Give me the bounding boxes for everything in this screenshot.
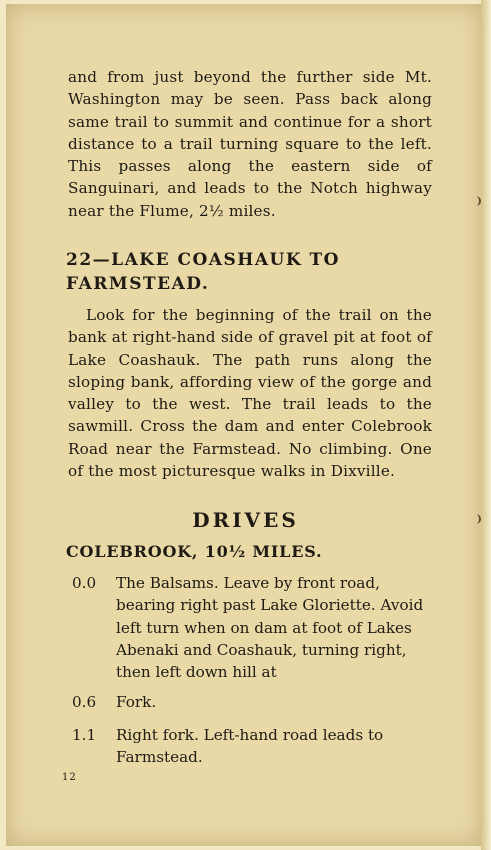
mileage: 1.1: [72, 726, 97, 744]
continued-paragraph: and from just beyond the further side Mt. Washington may be seen. Pass back along same trail to summit and continue for a short distance to a trail turning square to the left. This passes along the eastern side of Sanguinari, and leads to the Notch highway near the Flume, 2½ miles.: [68, 68, 432, 220]
entry-text: Right fork. Left-hand road leads to Farmstead.: [116, 726, 384, 767]
page-number: 12: [62, 772, 77, 783]
drives-title: DRIVES: [192, 508, 299, 532]
binding-hook-icon: [471, 196, 481, 206]
section-22-body: Look for the beginning of the trail on the bank at right-hand side of gravel pit at foot of Lake Coashauk. The path runs along the sloping bank, affording view of the gorge and valley to the west. The trail leads to the sawmill. Cross the dam and enter Colebrook Road near the Farmstead. No climbing. One of the most picturesque walks in Dixville.: [68, 306, 432, 481]
section-22-heading: 22—LAKE COASHAUK TO FARMSTEAD.: [66, 250, 340, 294]
mileage: 0.6: [72, 693, 97, 711]
drive-entry: [72, 724, 428, 769]
page-edge: [481, 0, 491, 850]
drive-entry: [72, 572, 428, 683]
binding-hook-icon: [471, 514, 481, 524]
entry-text: The Balsams. Leave by front road, bearing right past Lake Gloriette. Avoid left turn when on dam at foot of Lakes Abenaki and Coashauk, turning right, then left down hill at: [116, 574, 424, 682]
mileage: 0.0: [72, 574, 97, 592]
drive-entry: [72, 691, 428, 713]
entry-text: Fork.: [116, 693, 157, 711]
route-heading: COLEBROOK, 10½ MILES.: [66, 542, 323, 561]
